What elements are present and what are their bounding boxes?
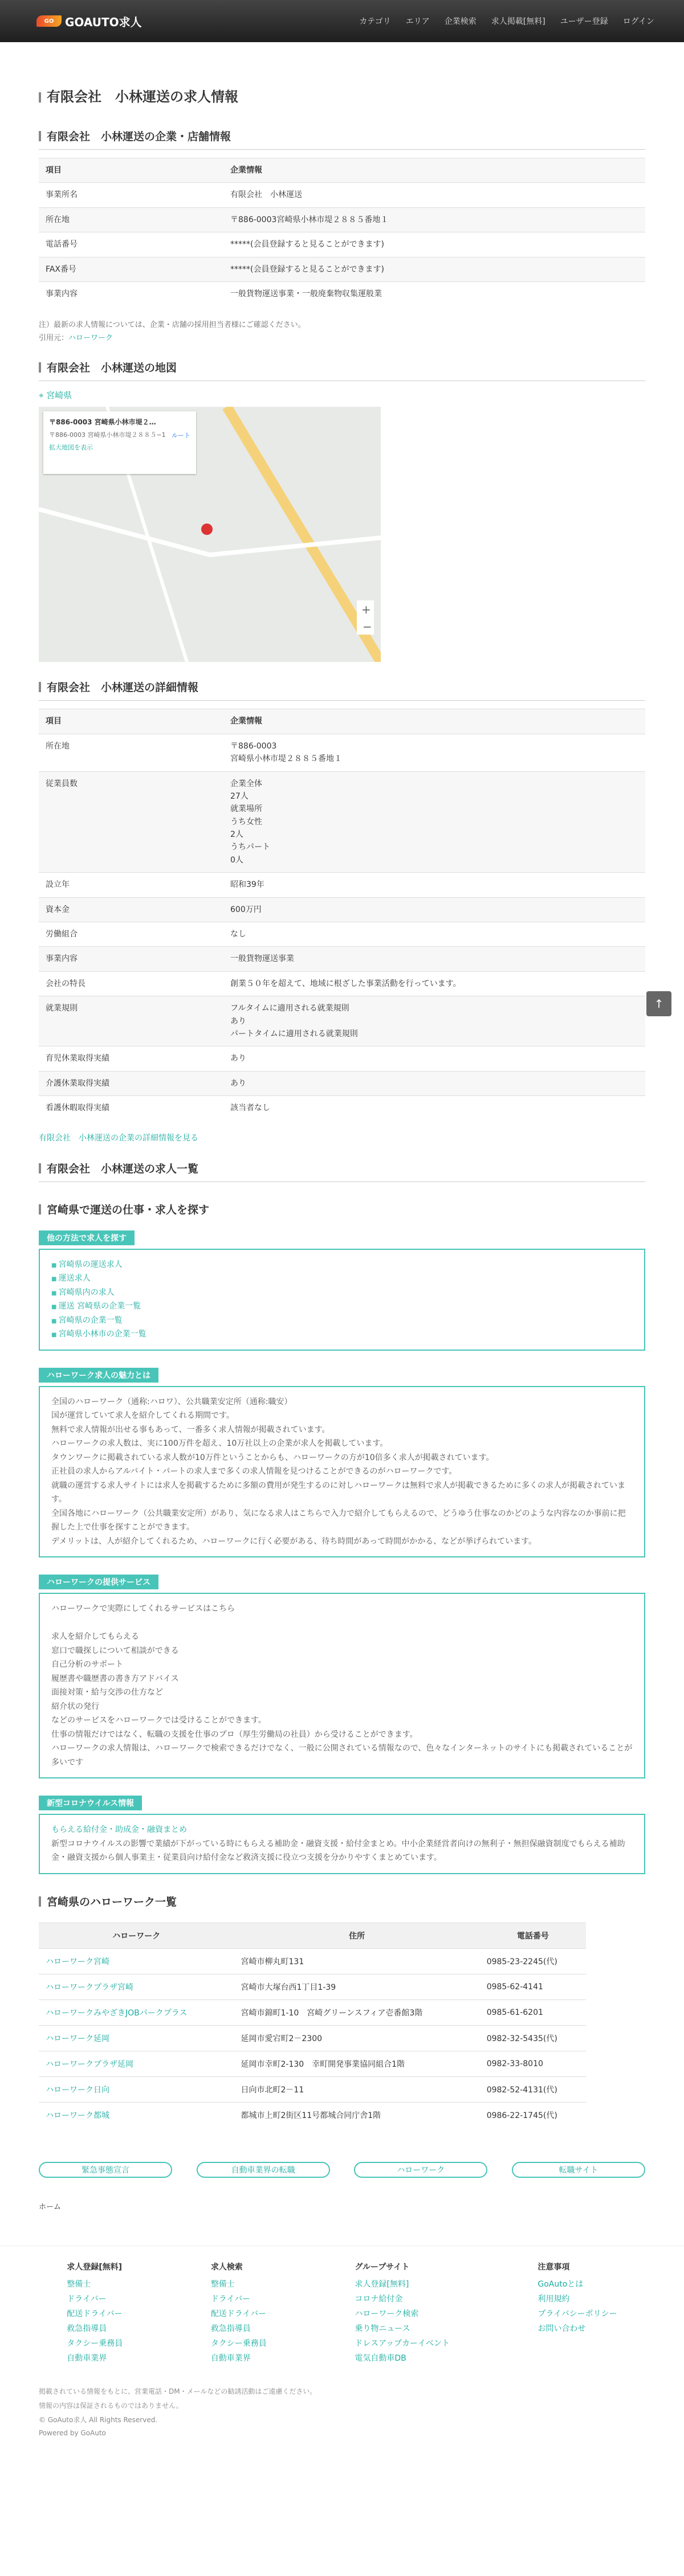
info-key: 会社の特長 bbox=[39, 971, 223, 996]
info-key: 項目 bbox=[39, 158, 223, 183]
search-title-text: 宮崎県で運送の仕事・求人を探す bbox=[47, 1203, 210, 1216]
hw-cell: 宮崎市柳丸町131 bbox=[234, 1948, 480, 1974]
hw-link[interactable]: ハローワーク日向 bbox=[46, 2085, 109, 2095]
info-value: 有限会社 小林運送 bbox=[223, 183, 645, 207]
svc-label: ハローワークの提供サービス bbox=[39, 1575, 158, 1589]
footer-link[interactable]: 自動車業界 bbox=[67, 2353, 107, 2363]
footer-link[interactable]: ドライバー bbox=[210, 2294, 251, 2304]
info-row bbox=[39, 232, 645, 257]
hw-link[interactable]: ハローワーク延岡 bbox=[46, 2034, 109, 2043]
store-section-text: 有限会社 小林運送の企業・店舗情報 bbox=[47, 130, 231, 143]
text-line: ハローワークで実際にしてくれるサービスはこちら bbox=[51, 1604, 235, 1614]
footer-link[interactable]: 求人登録[無料] bbox=[355, 2279, 409, 2289]
info-row bbox=[39, 1071, 645, 1095]
info-row bbox=[39, 1046, 645, 1071]
map-card-title: 〒886-0003 宮崎県小林市堤２… bbox=[49, 418, 156, 427]
text-line: 国が運営していて求人を紹介してくれる期間です。 bbox=[51, 1411, 234, 1421]
map-info-card bbox=[43, 411, 196, 474]
footer-link[interactable]: 乗り物ニュース bbox=[355, 2324, 410, 2333]
info-value: なし bbox=[223, 922, 645, 947]
info-row bbox=[39, 922, 645, 947]
footer-link[interactable]: 救急指導員 bbox=[210, 2324, 251, 2333]
list-section-text: 有限会社 小林運送の求人一覧 bbox=[47, 1162, 199, 1175]
hw-cell bbox=[39, 2025, 234, 2051]
info-row bbox=[39, 734, 645, 771]
text-line: ハローワークの求人情報は、ハローワークで検索できるだけでなく、一般に公開されている情報なので、色々なインターネットのサイトにも掲載されていることが多いです bbox=[51, 1744, 633, 1767]
text-line: 紹介状の発行 bbox=[51, 1702, 99, 1711]
hw-merit-label: ハローワーク求人の魅力とは bbox=[39, 1368, 158, 1383]
footer-link[interactable]: プライバシーポリシー bbox=[538, 2309, 617, 2319]
hw-cell bbox=[39, 2102, 234, 2128]
text-line: 面接対策・給与交渉の仕方など bbox=[51, 1688, 163, 1698]
section-bar-icon bbox=[39, 131, 41, 141]
page-title-text: 有限会社 小林運送の求人情報 bbox=[47, 89, 238, 105]
map-pref-link[interactable]: 宮崎県 bbox=[46, 390, 72, 401]
text-line: 正社員の求人からアルバイト・パートの求人まで多くの求人情報を見つけることができるのがハローワークです。 bbox=[51, 1467, 457, 1477]
info-row bbox=[39, 996, 645, 1046]
other-link[interactable]: 運送求人 bbox=[58, 1274, 91, 1283]
other-method-label: 他の方法で求人を探す bbox=[39, 1230, 135, 1245]
text-line: 全国のハローワーク（通称:ハロワ）、公共職業安定所（通称:職安） bbox=[51, 1397, 292, 1406]
hw-cell: 延岡市幸町2-130 幸町開発事業協同組合1階 bbox=[234, 2051, 480, 2076]
info-row bbox=[39, 183, 645, 207]
hw-cell: 0985-61-6201 bbox=[480, 2000, 586, 2025]
nav-register[interactable]: ユーザー登録 bbox=[560, 17, 608, 26]
back-to-top-button[interactable]: ↑ bbox=[646, 991, 671, 1016]
info-value: 昭和39年 bbox=[223, 873, 645, 897]
top-navbar bbox=[0, 0, 684, 42]
source-label: 引用元： bbox=[39, 334, 69, 343]
footer-text: Powered by GoAuto bbox=[39, 2428, 106, 2437]
hw-table bbox=[39, 1923, 586, 2128]
source-link[interactable]: ハローワーク bbox=[68, 334, 113, 343]
text-line: 全国各地にハローワーク（公共職業安定所）があり、気になる求人はこちらで入力で紹介してもらえるので、どうゆう仕事なのかどのような内容なのか事前に把握した上で仕事を探すことができます。 bbox=[51, 1508, 626, 1532]
covid-text: 新型コロナウイルスの影響で業績が下がっている時にもらえる補助金・融資支援・給付金まとめ。中小企業経営者向けの無利子・無担保融資制度でもらえる補助金・融資支援から個人事業主・従業員向け給付金など救済支援に役立つ支援を分かりやすくまとめています。 bbox=[51, 1839, 625, 1863]
detail-section-text: 有限会社 小林運送の詳細情報 bbox=[47, 681, 199, 694]
hw-header: 電話番号 bbox=[480, 1923, 586, 1948]
footer-link[interactable]: タクシー乗務員 bbox=[210, 2338, 267, 2348]
info-key: FAX番号 bbox=[39, 257, 223, 281]
text-line: デメリットは、人が紹介してくれるため、ハローワークに行く必要がある、待ち時間があって時間がかかる、などが挙げられています。 bbox=[51, 1536, 537, 1546]
store-table bbox=[39, 158, 645, 306]
table-row bbox=[39, 1948, 586, 1974]
footer-text: © GoAuto求人 All Rights Reserved. bbox=[39, 2415, 158, 2424]
footer-bottom bbox=[39, 2386, 645, 2459]
nav-post-job[interactable]: 求人掲載[無料] bbox=[491, 17, 545, 26]
footer-link[interactable]: 整備士 bbox=[210, 2279, 235, 2289]
footer-link[interactable]: 救急指導員 bbox=[67, 2324, 107, 2333]
hw-cell: 0985-23-2245(代) bbox=[480, 1948, 586, 1974]
info-value: *****(会員登録すると見ることができます) bbox=[223, 257, 645, 281]
pin-icon: ⌖ bbox=[39, 390, 47, 401]
info-row bbox=[39, 158, 645, 183]
hw-cell: 0982-33-8010 bbox=[480, 2051, 586, 2076]
other-link[interactable]: 宮崎県の運送求人 bbox=[58, 1260, 123, 1269]
logo-text: GOAUTO求人 bbox=[65, 15, 142, 29]
hw-cell: 延岡市愛宕町2－2300 bbox=[234, 2025, 480, 2051]
pill-links bbox=[39, 2162, 645, 2178]
text-line: 求人を紹介してもらえる bbox=[51, 1632, 139, 1642]
info-key: 項目 bbox=[39, 709, 223, 734]
hw-cell: 0985-62-4141 bbox=[480, 1974, 586, 2000]
text-line: ハローワークの求人数は、実に100万件を超え、10万社以上の企業が求人を掲載しています。 bbox=[51, 1439, 388, 1449]
info-key: 育児休業取得実績 bbox=[39, 1046, 223, 1071]
info-value: 〒886-0003 宮崎県小林市堤２８８５番地１ bbox=[223, 734, 645, 771]
footer-heading: 求人検索 bbox=[210, 2262, 243, 2272]
footer-link[interactable]: 利用規約 bbox=[538, 2294, 570, 2304]
other-method-box bbox=[39, 1249, 645, 1351]
other-link[interactable]: 宮崎県の企業一覧 bbox=[58, 1315, 123, 1325]
logo-icon: GO bbox=[36, 15, 62, 27]
info-row bbox=[39, 207, 645, 232]
covid-label: 新型コロナウイルス情報 bbox=[39, 1796, 142, 1810]
info-value: *****(会員登録すると見ることができます) bbox=[223, 232, 645, 257]
footer-links bbox=[0, 2246, 684, 2382]
hw-cell: 都城市上町2街区11号都城合同庁舎1階 bbox=[234, 2102, 480, 2128]
hw-list-title bbox=[39, 1894, 645, 1909]
pill-emergency[interactable]: 緊急事態宣言 bbox=[39, 2162, 172, 2178]
info-value: 600万円 bbox=[223, 897, 645, 922]
footer-text: 掲載されている情報をもとに、営業電話・DM・メールなどの勧誘活動はご遠慮ください。 bbox=[39, 2387, 317, 2395]
footer-heading: グループサイト bbox=[355, 2262, 410, 2272]
footer-link[interactable]: 配送ドライバー bbox=[210, 2309, 267, 2319]
info-row bbox=[39, 709, 645, 734]
footer-link[interactable]: コロナ給付金 bbox=[355, 2294, 403, 2304]
svg-text:+: + bbox=[361, 603, 371, 617]
text-line bbox=[51, 1616, 633, 1630]
other-link[interactable]: 運送 宮崎県の企業一覧 bbox=[58, 1302, 141, 1311]
footer-link[interactable]: ドレスアップカーイベント bbox=[355, 2338, 450, 2348]
map-card-addr: 〒886-0003 宮崎県小林市堤２８８５−1 bbox=[49, 431, 166, 439]
map-pref[interactable] bbox=[39, 389, 645, 401]
footer-link[interactable]: タクシー乗務員 bbox=[67, 2338, 123, 2348]
nav-company-search[interactable]: 企業検索 bbox=[444, 17, 477, 26]
hw-cell bbox=[39, 2000, 234, 2025]
table-row bbox=[39, 2102, 586, 2128]
info-value: 創業５０年を超えて、地域に根ざした事業活動を行っています。 bbox=[223, 971, 645, 996]
svg-text:−: − bbox=[363, 620, 372, 634]
info-key: 事業内容 bbox=[39, 281, 223, 306]
svc-box bbox=[39, 1593, 645, 1778]
detail-table bbox=[39, 709, 645, 1120]
section-bar-icon bbox=[39, 1163, 41, 1173]
info-value: 該当者なし bbox=[223, 1096, 645, 1121]
info-row bbox=[39, 281, 645, 306]
section-bar-icon bbox=[39, 682, 41, 692]
info-value: フルタイムに適用される就業規則 あり パートタイムに適用される就業規則 bbox=[223, 996, 645, 1046]
info-key: 設立年 bbox=[39, 873, 223, 897]
covid-box bbox=[39, 1814, 645, 1874]
info-key: 就業規則 bbox=[39, 996, 223, 1046]
info-row bbox=[39, 257, 645, 281]
table-row bbox=[39, 2076, 586, 2102]
hw-link[interactable]: ハローワーク宮崎 bbox=[46, 1957, 109, 1966]
hw-header: 住所 bbox=[234, 1923, 480, 1948]
footer-link[interactable]: 整備士 bbox=[67, 2279, 91, 2289]
covid-link[interactable]: もらえる給付金・助成金・融資まとめ bbox=[51, 1825, 187, 1835]
hw-cell: 日向市北町2－11 bbox=[234, 2076, 480, 2102]
hw-link[interactable]: ハローワークみやざきJOBパークプラス bbox=[46, 2008, 188, 2018]
info-key: 所在地 bbox=[39, 734, 223, 771]
text-line: 仕事の情報だけではなく、転職の支援を仕事のプロ（厚生労働局の社員）から受けることができます。 bbox=[51, 1729, 418, 1739]
footer-link[interactable]: お問い合わせ bbox=[538, 2324, 586, 2333]
info-row bbox=[39, 771, 645, 873]
info-key: 事業所名 bbox=[39, 183, 223, 207]
nav-category[interactable]: カテゴリ bbox=[359, 17, 391, 26]
notice-text: 注）最新の求人情報については、企業・店舗の採用担当者様にご確認ください。 bbox=[39, 321, 306, 330]
footer-link[interactable]: 自動車業界 bbox=[210, 2353, 251, 2363]
info-key: 電話番号 bbox=[39, 232, 223, 257]
info-value: 〒886-0003宮崎県小林市堤２８８５番地１ bbox=[223, 207, 645, 232]
other-link[interactable]: 宮崎県小林市の企業一覧 bbox=[58, 1330, 146, 1339]
text-line: タウンワークに掲載されている求人数が10万件ということからも、ハローワークの方が10倍多く求人が掲載されています。 bbox=[51, 1453, 494, 1462]
store-section-title bbox=[39, 128, 645, 150]
info-key: 労働組合 bbox=[39, 922, 223, 947]
info-row bbox=[39, 947, 645, 971]
section-bar-icon bbox=[39, 1896, 41, 1907]
footer-link[interactable]: ドライバー bbox=[67, 2294, 107, 2304]
hw-cell: 0982-32-5435(代) bbox=[480, 2025, 586, 2051]
hw-cell bbox=[39, 1948, 234, 1974]
hw-cell: 宮崎市錦町1-10 宮崎グリーンスフィア壱番館3階 bbox=[234, 2000, 480, 2025]
hw-link[interactable]: ハローワークプラザ宮崎 bbox=[46, 1982, 133, 1992]
hw-link[interactable]: ハローワーク都城 bbox=[46, 2111, 109, 2120]
footer-heading: 求人登録[無料] bbox=[67, 2262, 123, 2272]
footer-link[interactable]: 電気自動車DB bbox=[355, 2353, 406, 2363]
other-link[interactable]: 宮崎県内の求人 bbox=[58, 1287, 115, 1297]
info-value: あり bbox=[223, 1071, 645, 1095]
table-row bbox=[39, 1974, 586, 2000]
info-row bbox=[39, 1096, 645, 1121]
pill-auto-career[interactable]: 自動車業界の転職 bbox=[197, 2162, 330, 2178]
map-section-title bbox=[39, 359, 645, 381]
map-section-text: 有限会社 小林運送の地図 bbox=[47, 362, 177, 375]
text-line: 窓口で職探しについて相談ができる bbox=[51, 1646, 179, 1655]
info-value: 企業全体 27人 就業場所 うち女性 2人 うちパート 0人 bbox=[223, 771, 645, 873]
text-line: 無料で求人情報が出せる事もあって、一番多く求人情報が掲載されています。 bbox=[51, 1425, 330, 1434]
info-key: 資本金 bbox=[39, 897, 223, 922]
text-line: 自己分析のサポート bbox=[51, 1660, 123, 1670]
footer-link[interactable]: ハローワーク検索 bbox=[355, 2309, 419, 2319]
section-bar-icon bbox=[39, 1204, 41, 1215]
footer-link[interactable]: 配送ドライバー bbox=[67, 2309, 123, 2319]
pill-career-site[interactable]: 転職サイト bbox=[512, 2162, 645, 2178]
info-key: 所在地 bbox=[39, 207, 223, 232]
text-line: などのサービスをハローワークでは受けることができます。 bbox=[51, 1716, 266, 1725]
info-key: 介護休業取得実績 bbox=[39, 1071, 223, 1095]
info-value: あり bbox=[223, 1046, 645, 1071]
footer-text: 情報の内容は保証されるものではありません。 bbox=[39, 2401, 183, 2410]
hw-link[interactable]: ハローワークプラザ延岡 bbox=[46, 2059, 133, 2069]
nav-area[interactable]: エリア bbox=[405, 17, 430, 26]
search-title bbox=[39, 1201, 645, 1217]
map[interactable] bbox=[39, 407, 381, 662]
info-row bbox=[39, 897, 645, 922]
info-value: 企業情報 bbox=[223, 709, 645, 734]
footer-heading: 注意事項 bbox=[538, 2262, 570, 2272]
map-route-button[interactable]: ルート bbox=[172, 432, 190, 440]
hw-merit-box bbox=[39, 1386, 645, 1558]
detail-section-title bbox=[39, 679, 645, 701]
table-row bbox=[39, 2051, 586, 2076]
page-title bbox=[39, 85, 645, 105]
info-key: 事業内容 bbox=[39, 947, 223, 971]
text-line: 就職の運営する求人サイトには求人を掲載するために多額の費用が発生するのに対しハローワークは無料で求人が掲載できるために多くの求人が掲載されています。 bbox=[51, 1481, 626, 1504]
info-key: 従業員数 bbox=[39, 771, 223, 873]
info-key: 看護休暇取得実績 bbox=[39, 1096, 223, 1121]
footer-link[interactable]: GoAutoとは bbox=[538, 2279, 584, 2289]
info-value: 企業情報 bbox=[223, 158, 645, 183]
hw-list-text: 宮崎県のハローワーク一覧 bbox=[47, 1895, 177, 1908]
detail-link[interactable]: 有限会社 小林運送の企業の詳細情報を見る bbox=[39, 1133, 198, 1143]
title-bar-icon bbox=[39, 92, 41, 103]
breadcrumb[interactable]: ホーム bbox=[39, 2202, 62, 2211]
site-logo[interactable] bbox=[36, 13, 142, 30]
list-section-title bbox=[39, 1160, 645, 1182]
info-value: 一般貨物運送事業 bbox=[223, 947, 645, 971]
table-row bbox=[39, 2025, 586, 2051]
info-value: 一般貨物運送事業・一般廃棄物収集運般業 bbox=[223, 281, 645, 306]
hw-cell: 0982-52-4131(代) bbox=[480, 2076, 586, 2102]
source-line bbox=[39, 332, 645, 342]
hw-cell: 宮崎市大塚台西1丁目1-39 bbox=[234, 1974, 480, 2000]
nav-menu bbox=[359, 15, 654, 27]
hw-cell bbox=[39, 1974, 234, 2000]
table-row bbox=[39, 2000, 586, 2025]
pill-hellowork[interactable]: ハローワーク bbox=[354, 2162, 487, 2178]
text-line: 履歴書や職歴書の書き方アドバイス bbox=[51, 1674, 179, 1683]
section-bar-icon bbox=[39, 362, 41, 373]
hw-header: ハローワーク bbox=[39, 1923, 234, 1948]
info-row bbox=[39, 971, 645, 996]
hw-cell: 0986-22-1745(代) bbox=[480, 2102, 586, 2128]
info-row bbox=[39, 873, 645, 897]
nav-login[interactable]: ログイン bbox=[622, 17, 654, 26]
hw-cell bbox=[39, 2051, 234, 2076]
hw-cell bbox=[39, 2076, 234, 2102]
map-enlarge-link[interactable]: 拡大地図を表示 bbox=[49, 444, 93, 452]
